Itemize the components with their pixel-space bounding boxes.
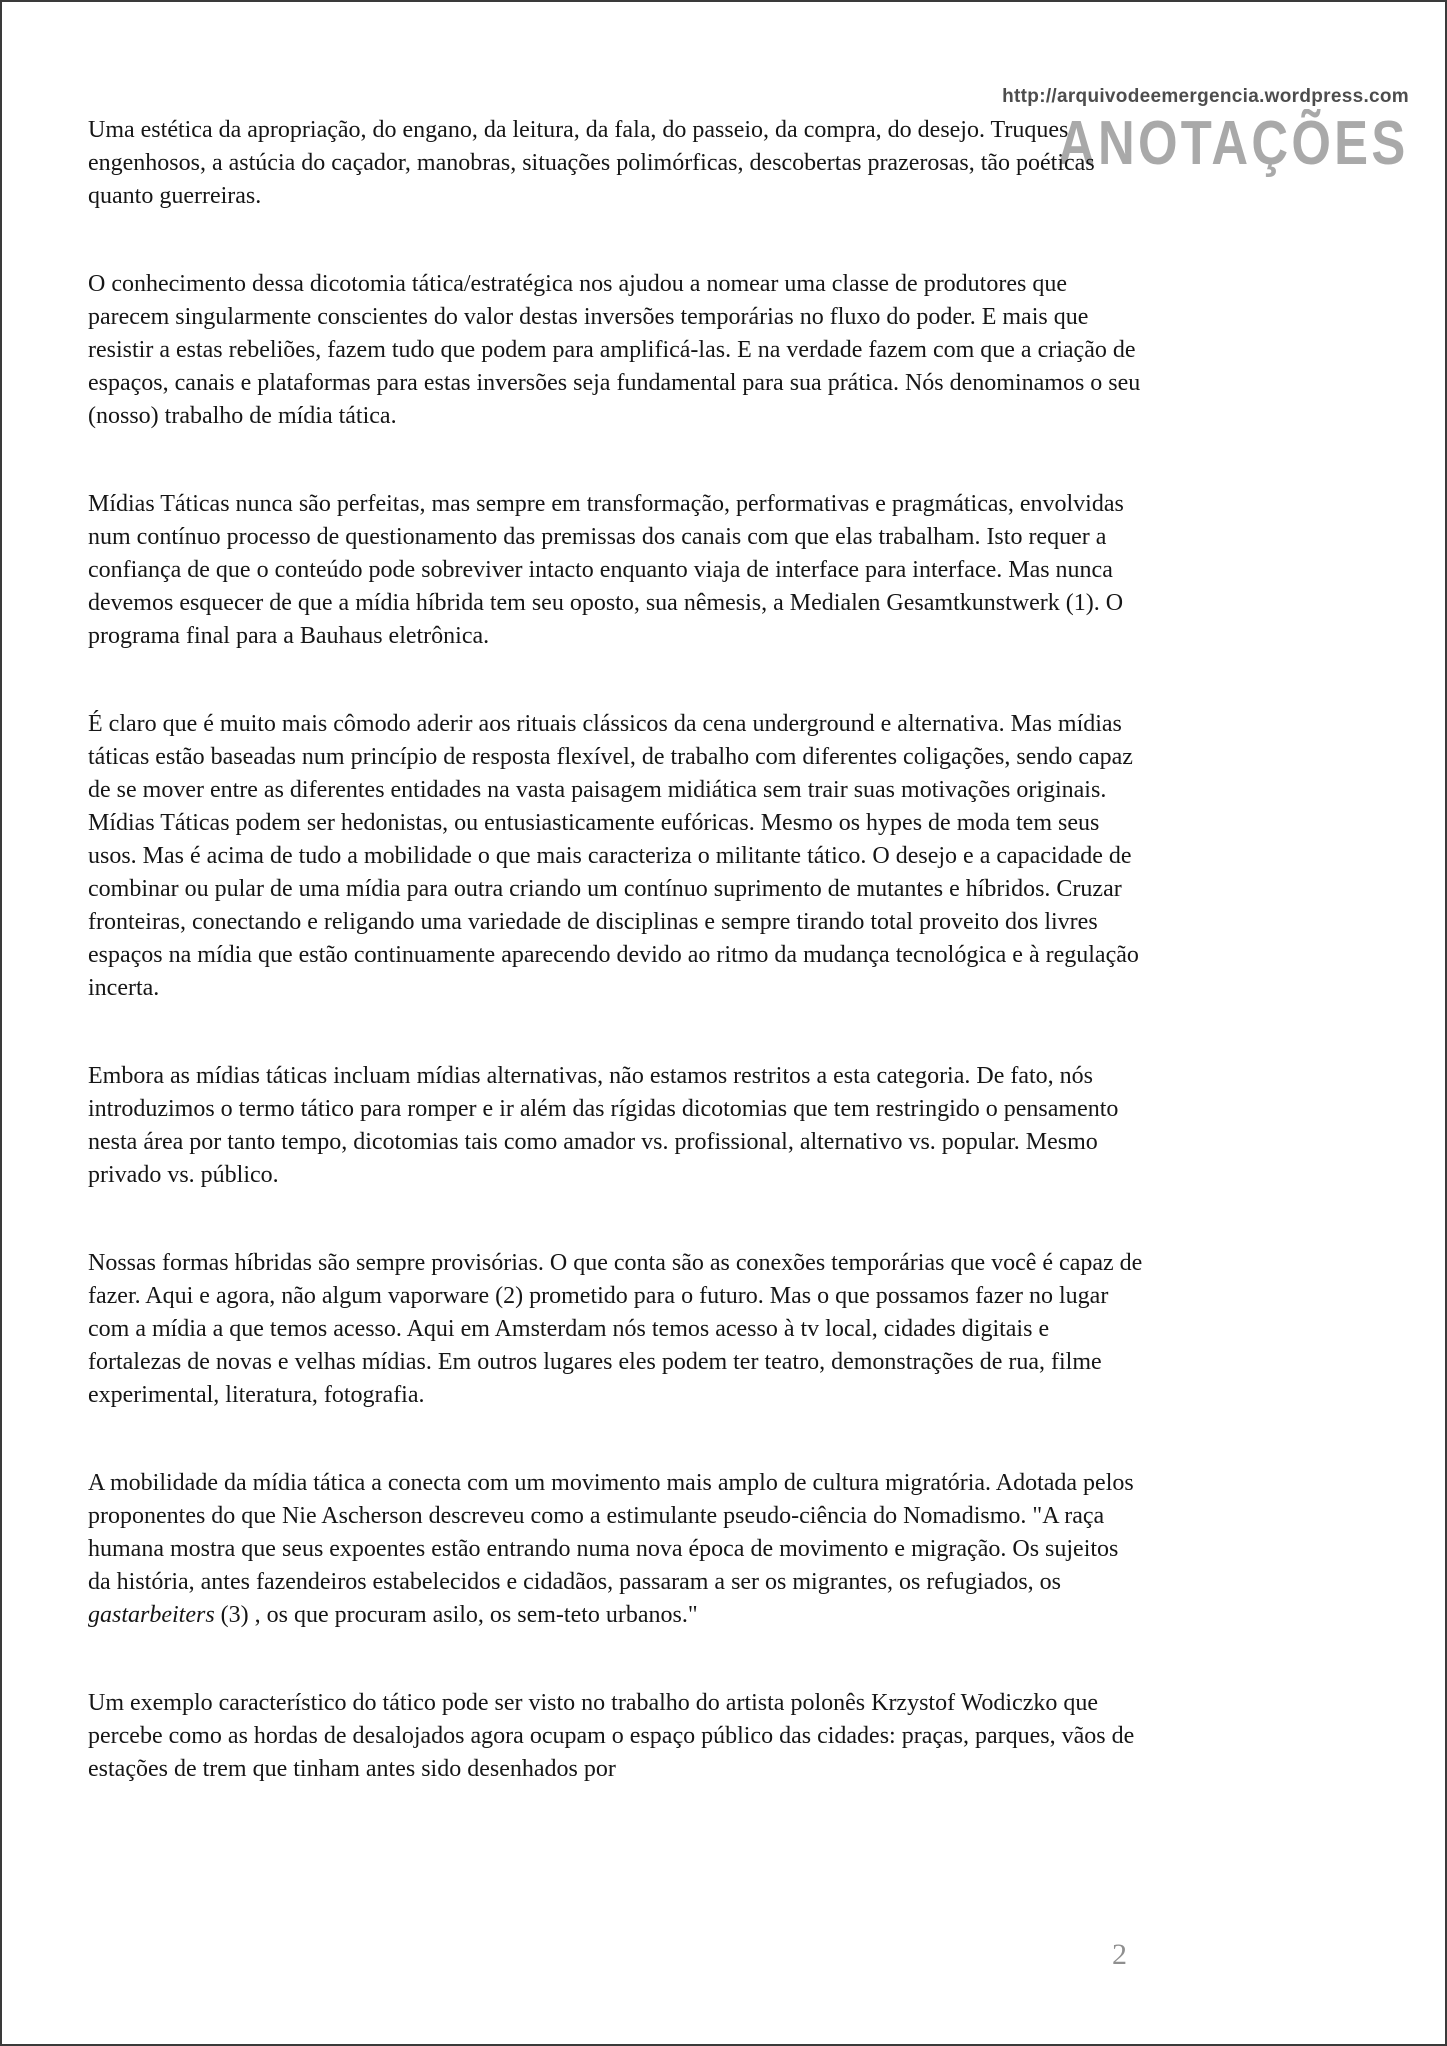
page-number: 2 <box>1112 1938 1127 1971</box>
gastarbeiters-italic: gastarbeiters <box>88 1602 215 1628</box>
header-url: http://arquivodeemergencia.wordpress.com <box>1002 86 1409 107</box>
paragraph-6: Nossas formas híbridas são sempre provisórias. O que conta são as conexões temporárias que você é capaz de fazer. Aqui e agora, não algum vaporware (2) prometido para o futuro. Mas o que possamos fazer no lugar com a mídia a que temos acesso. Aqui em Amsterdam nós temos acesso à tv local, cidades digitais e fortalezas de novas e velhas mídias. Em outros lugares eles podem ter teatro, demonstrações de rua, filme experimental, literatura, fotografia. <box>88 1250 1143 1408</box>
paragraph-5: Embora as mídias táticas incluam mídias alternativas, não estamos restritos a esta categoria. De fato, nós introduzimos o termo tático para romper e ir além das rígidas dicotomias que tem restringido o pensamento nesta área por tanto tempo, dicotomias tais como amador vs. profissional, alternativo vs. popular. Mesmo privado vs. público. <box>88 1063 1119 1188</box>
paragraph-7-post: (3) , os que procuram asilo, os sem-teto urbanos." <box>214 1602 698 1628</box>
document-body <box>88 114 1143 1841</box>
paragraph-7 <box>88 1467 1143 1632</box>
paragraph-8: Um exemplo característico do tático pode ser visto no trabalho do artista polonês Krzystof Wodiczko que percebe como as hordas de desalojados agora ocupam o espaço público das cidades: praças, parques, vãos de estações de trem que tinham antes sido desenhados por <box>88 1690 1135 1782</box>
paragraph-4: É claro que é muito mais cômodo aderir aos rituais clássicos da cena underground e alternativa. Mas mídias táticas estão baseadas num princípio de resposta flexível, de trabalho com diferentes coligações, sendo capaz de se mover entre as diferentes entidades na vasta paisagem midiática sem trair suas motivações originais. Mídias Táticas podem ser hedonistas, ou entusiasticamente eufóricas. Mesmo os hypes de moda tem seus usos. Mas é acima de tudo a mobilidade o que mais caracteriza o militante tático. O desejo e a capacidade de combinar ou pular de uma mídia para outra criando um contínuo suprimento de mutantes e híbridos. Cruzar fronteiras, conectando e religando uma variedade de disciplinas e sempre tirando total proveito dos livres espaços na mídia que estão continuamente aparecendo devido ao ritmo da mudança tecnológica e à regulação incerta. <box>88 711 1139 1001</box>
paragraph-7-pre: A mobilidade da mídia tática a conecta com um movimento mais amplo de cultura migratória. Adotada pelos proponentes do que Nie Ascherson descreveu como a estimulante pseudo-ciência do Nomadismo. "A raça humana mostra que seus expoentes estão entrando numa nova época de movimento e migração. Os sujeitos da história, antes fazendeiros estabelecidos e cidadãos, passaram a ser os migrantes, os refugiados, os <box>88 1470 1134 1595</box>
paragraph-1: Uma estética da apropriação, do engano, da leitura, da fala, do passeio, da compra, do desejo. Truques engenhosos, a astúcia do caçador, manobras, situações polimórficas, descobertas prazerosas, tão poéticas quanto guerreiras. <box>88 117 1095 209</box>
paragraph-3: Mídias Táticas nunca são perfeitas, mas sempre em transformação, performativas e pragmáticas, envolvidas num contínuo processo de questionamento das premissas dos canais com que elas trabalham. Isto requer a confiança de que o conteúdo pode sobreviver intacto enquanto viaja de interface para interface. Mas nunca devemos esquecer de que a mídia híbrida tem seu oposto, sua nêmesis, a Medialen Gesamtkunstwerk (1). O programa final para a Bauhaus eletrônica. <box>88 491 1124 649</box>
anotacoes-logo: ANOTAÇÕES <box>1058 109 1409 178</box>
paragraph-2: O conhecimento dessa dicotomia tática/estratégica nos ajudou a nomear uma classe de produtores que parecem singularmente conscientes do valor destas inversões temporárias no fluxo do poder. E mais que resistir a estas rebeliões, fazem tudo que podem para amplificá-las. E na verdade fazem com que a criação de espaços, canais e plataformas para estas inversões seja fundamental para sua prática. Nós denominamos o seu (nosso) trabalho de mídia tática. <box>88 271 1141 429</box>
